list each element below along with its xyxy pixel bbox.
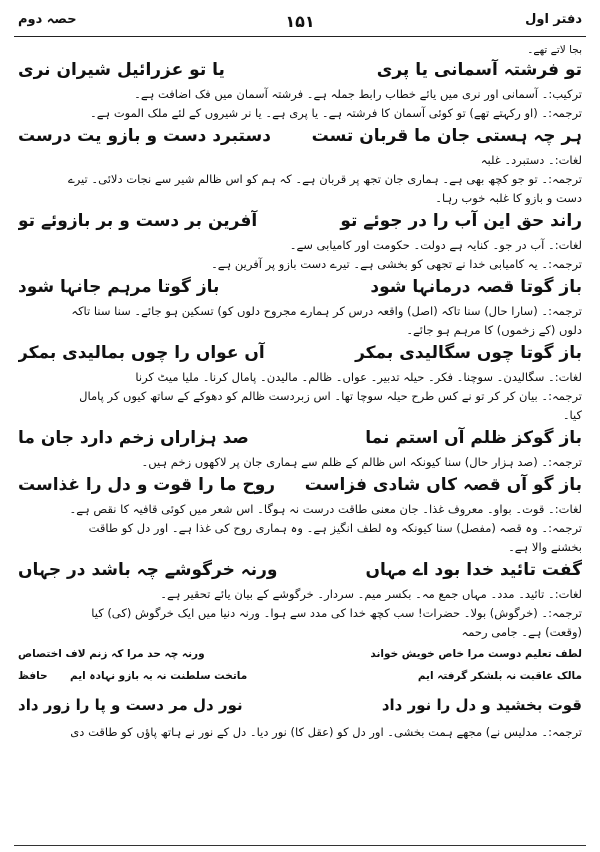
verse-hemistich: دستبرد دست و بازو یت درست [18,126,271,146]
text-line: ترجمہ:۔ مدلیس نے) مجھے ہمت بخشی۔ اور دل کو (عقل کا) نور دیا۔ دل کے نور نے ہاتھ پاؤں کو طاقت دی [70,725,582,739]
text-line: لغات:۔ قوت۔ بواو۔ معروف غذا۔ جان معنی طاقت درست نہ ہوگا۔ اس شعر میں کوئی قافیہ کا نقص ہے۔ [69,502,582,516]
verse-hemistich: قوت بخشید و دل را نور داد [381,696,582,714]
text-line: لغات:۔ تائید۔ مدد۔ مہاں جمع مہ۔ بکسر میم۔ سردار۔ خرگوشے کے بیان یائے تحقیر ہے۔ [160,587,582,601]
text-line: ترجمہ:۔ (صد ہزار حال) سنا کیونکہ اس ظالم کے ظلم سے ہماری جان پر لاکھوں زخم ہیں۔ [141,455,582,469]
verse-hemistich: یا تو عزرائیل شیران نری [18,60,225,80]
verse-hemistich: ورنہ خرگوشے چہ باشد در جہاں [18,560,278,580]
verse-hemistich: آں عواں را چوں بمالیدی بمکر [18,343,265,363]
text-line: ترجمہ:۔ یہ کامیابی خدا نے تجھی کو بخشی ہے۔ تیرے دست بازو پر آفرین ہے۔ [211,257,582,271]
verse-hemistich: باز گوکز ظلم آں استم نما [365,428,582,448]
verse-line [18,696,582,714]
verse-hemistich: ورنہ چہ حد مرا کہ زنم لاف اختصاص [18,648,205,660]
text-line: ترجمہ:۔ وہ قصہ (مفصل) سنا کیونکہ وہ لطف انگیز ہے۔ وہ ہماری روح کی غذا ہے۔ اور دل کو طاقت [88,521,582,535]
text-line: بجا لاتے تھے۔ [527,44,582,56]
verse-line [18,558,582,582]
verse-hemistich: آفرین بر دست و بر بازوئے تو [18,211,258,231]
verse-hemistich: باز گوتا چوں سگالیدی بمکر [355,343,582,363]
header-part-title: حصہ دوم [18,12,77,27]
text-line: ترجمہ:۔ تو جو کچھ بھی ہے۔ ہماری جان تجھ پر قربان ہے۔ کہ ہم کو اس ظالم شیر سے نجات دلائی۔ تیرے [67,172,582,186]
verse-hemistich: ماتخت سلطنت نہ بہ بازو نہادہ ایم [70,670,248,682]
verse-line [18,426,582,450]
verse-hemistich: نور دل مر دست و پا را زور داد [18,696,243,714]
verse-hemistich: تو فرشتہ آسمانی یا پری [376,60,582,80]
text-line: لغات:۔ آب در جو۔ کنایہ ہے دولت۔ حکومت اور کامیابی سے۔ [289,238,582,252]
verse-hemistich: لطف تعلیم دوست مرا خاص خویش خواند [370,648,582,660]
text-line: ترجمہ:۔ بیان کر کر تو نے کس طرح حیلہ سوچا تھا۔ اس زبردست ظالم کو دھوکے کے ساتھ کیوں کر پامال [79,389,582,403]
text-line: ترجمہ:۔ (سارا حال) سنا تاکہ (اصل) واقعہ درس کر ہمارے مجروح دلوں کو) تسکین ہو جائے۔ سنا سنا تاکہ [71,304,582,318]
verse-hemistich: صد ہزاراں زخم دارد جان ما [18,428,249,448]
verse-line [18,275,582,299]
verse-line [18,209,582,233]
verse-line [18,58,582,82]
quoted-verse [18,648,582,660]
quoted-verse [18,670,582,682]
page-number: ۱۵۱ [285,12,315,31]
text-line: کیا۔ [562,408,582,422]
verse-hemistich: روح ما را قوت و دل را غذاست [18,475,276,495]
text-line: بخشنے والا ہے۔ [508,540,582,554]
page-header [14,8,586,37]
text-line: دست و بازو کا غلبہ خوب رہا۔ [435,191,582,205]
poet-name: حافظ [18,670,48,682]
text-line: لغات:۔ دستبرد۔ غلبہ [480,153,582,167]
verse-line [18,473,582,497]
verse-hemistich: باز گو آں قصہ کاں شادی فزاست [304,475,582,495]
text-line: ترجمہ:۔ (خرگوش) بولا۔ حضرات! سب کچھ خدا کی مدد سے ہوا۔ ورنہ دنیا میں ایک خرگوش (کی) کیا [91,606,582,620]
verse-hemistich: راند حق این آب را در جوئے تو [340,211,582,231]
page-bottom-rule [14,845,586,846]
verse-hemistich: باز گوتا مرہم جانہا شود [18,277,220,297]
verse-hemistich: مالک عاقبت نہ بلشکر گرفتہ ایم [417,670,582,682]
text-line: دلوں (کے زخموں) کا مرہم ہو جائے۔ [406,323,582,337]
verse-hemistich: گفت تائید خدا بود اے مہاں [365,560,582,580]
document-page [14,8,586,846]
header-book-title: دفتر اول [525,12,582,27]
text-line: لغات:۔ سگالیدن۔ سوچنا۔ فکر۔ حیلہ تدبیر۔ عواں۔ ظالم۔ مالیدن۔ پامال کرنا۔ ملیا میٹ کرنا [135,370,582,384]
text-line: (وقعت) ہے۔ جامی رحمہ [461,625,582,639]
text-line: ترجمہ:۔ (او رکہتے تھے) تو کوئی آسمان کا فرشتہ ہے۔ یا پری ہے۔ یا نر شیروں کے لئے ملک الموت ہے۔ [89,106,582,120]
verse-hemistich: ہر چہ ہستی جان ما قربان تست [311,126,582,146]
verse-line [18,341,582,365]
text-line: ترکیب:۔ آسمانی اور نری میں یائے خطاب رابط جملہ ہے۔ فرشتہ آسمان میں فک اضافت ہے۔ [134,87,582,101]
verse-line [18,124,582,148]
verse-hemistich: باز گوتا قصہ درمانہا شود [370,277,582,297]
